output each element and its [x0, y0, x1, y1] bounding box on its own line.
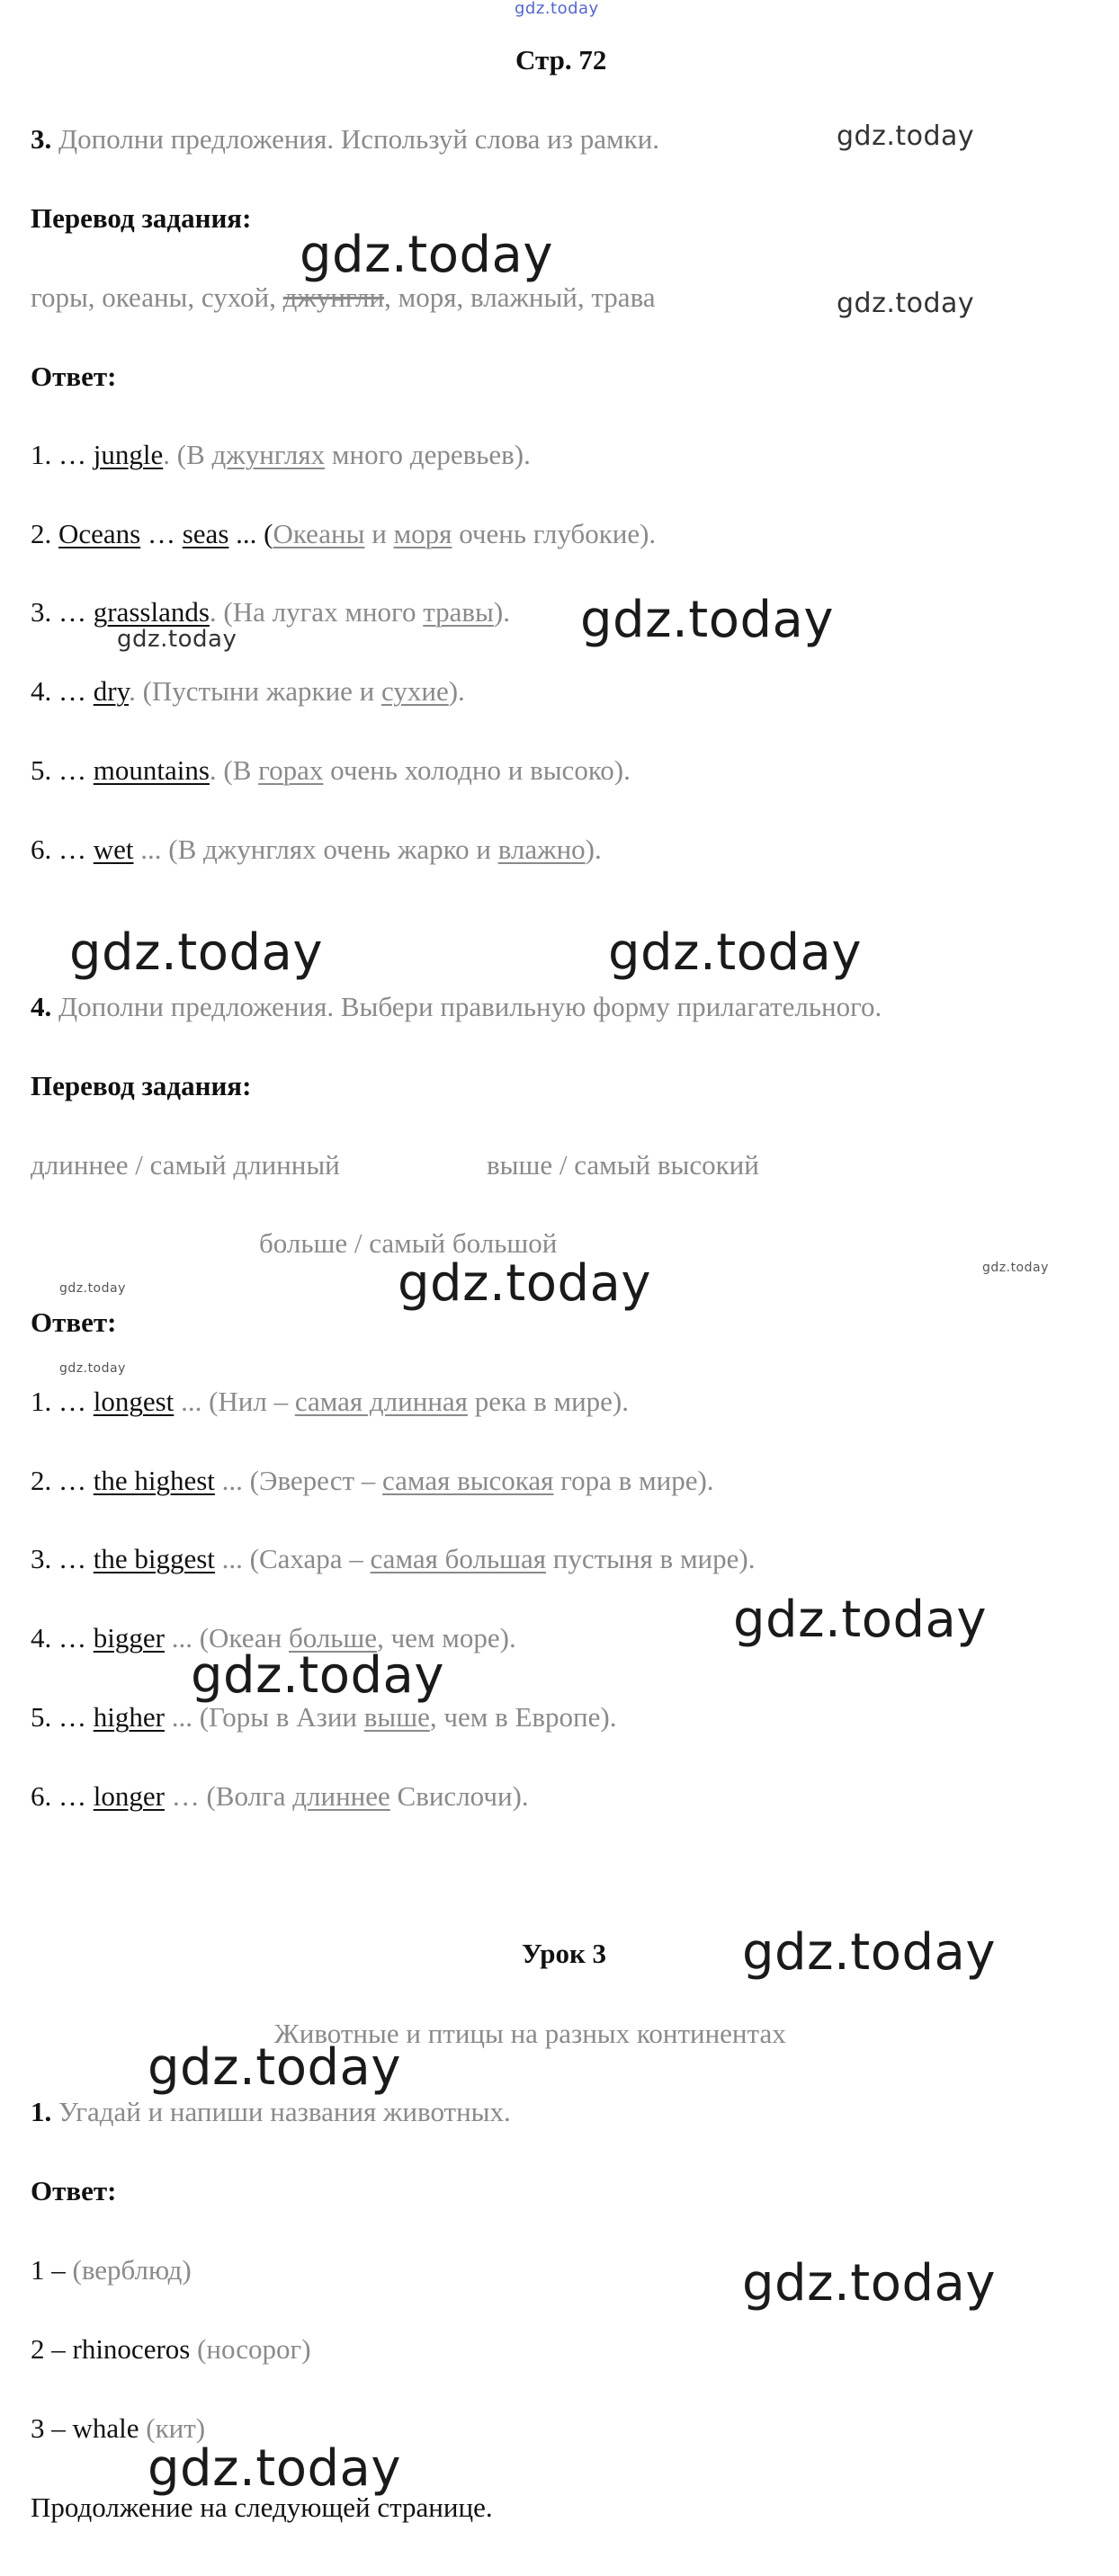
answer-line: 1. … jungle. (В джунглях много деревьев). — [31, 439, 531, 470]
task-instruction: Дополни предложения. Выбери правильную форму прилагательного. — [58, 991, 882, 1022]
word-pair: длиннее / самый длинный — [31, 1149, 340, 1181]
answer-word: the highest — [93, 1465, 215, 1496]
answer-word: bigger — [93, 1622, 165, 1653]
answer-word: longer — [93, 1780, 165, 1812]
answer-word: mountains — [93, 754, 210, 786]
answer-line: 3 – whale (кит) — [31, 2412, 206, 2444]
answer-heading: Ответ: — [31, 2175, 117, 2206]
task-instruction: Дополни предложения. Используй слова из рамки. — [58, 123, 660, 155]
answer-word: seas — [182, 518, 229, 549]
watermark: gdz.today — [117, 626, 237, 653]
answer-heading: Ответ: — [31, 361, 117, 392]
task1-instruction-line — [31, 2095, 511, 2129]
watermark: gdz.today — [982, 1261, 1049, 1275]
answer-word: the biggest — [93, 1543, 215, 1574]
answer-heading: Ответ: — [31, 1306, 117, 1338]
watermark: gdz.today — [59, 1281, 126, 1296]
watermark: gdz.today — [608, 923, 863, 982]
word-box-translation — [31, 281, 656, 315]
watermark: gdz.today — [837, 120, 975, 152]
struck-word: джунгли — [282, 281, 385, 313]
answer-line: 6. … longer … (Волга длиннее Свислочи). — [31, 1780, 529, 1812]
translation-heading: Перевод задания: — [31, 1070, 252, 1101]
watermark: gdz.today — [742, 2254, 997, 2313]
watermark: gdz.today — [191, 1646, 445, 1705]
watermark: gdz.today — [69, 923, 324, 982]
words-part: , моря, влажный, трава — [384, 281, 656, 313]
watermark: gdz.today — [398, 1254, 652, 1313]
lesson-subtitle: Животные и птицы на разных континентах — [274, 2018, 786, 2049]
answer-line: 2. Oceans … seas ... (Океаны и моря очень глубокие). — [31, 518, 657, 549]
lesson-title: Урок 3 — [522, 1938, 607, 1969]
answer-line: 4. … bigger ... (Океан больше, чем море). — [31, 1622, 516, 1653]
answer-line: 5. … mountains. (В горах очень холодно и высоко). — [31, 754, 631, 786]
answer-word: grasslands — [93, 596, 210, 628]
answer-word: jungle — [93, 439, 164, 470]
translation-heading: Перевод задания: — [31, 202, 252, 234]
watermark: gdz.today — [300, 226, 554, 284]
page-header: Стр. 72 — [515, 44, 607, 76]
answer-line: 3. … grasslands. (На лугах много травы). — [31, 596, 510, 628]
answer-word: wet — [93, 833, 134, 865]
watermark: gdz.today — [837, 288, 975, 319]
answer-line: 2. … the highest ... (Эверест – самая высокая гора в мире). — [31, 1465, 714, 1496]
watermark: gdz.today — [148, 2439, 402, 2498]
answer-line: 6. … wet ... (В джунглях очень жарко и влажно). — [31, 833, 602, 865]
answer-line: 3. … the biggest ... (Сахара – самая большая пустыня в мире). — [31, 1543, 756, 1574]
answer-word: longest — [93, 1386, 175, 1417]
answer-line: 5. … higher ... (Горы в Азии выше, чем в Европе). — [31, 1701, 617, 1733]
task-instruction: Угадай и напиши названия животных. — [58, 2096, 511, 2127]
answer-line: 4. … dry. (Пустыни жаркие и сухие). — [31, 675, 465, 707]
watermark: gdz.today — [742, 1923, 997, 1982]
task-number: 1. — [31, 2096, 52, 2127]
answer-line: 1. … longest ... (Нил – самая длинная река в мире). — [31, 1386, 629, 1417]
watermark: gdz.today — [733, 1591, 988, 1649]
watermark: gdz.today — [580, 591, 835, 649]
task3-instruction-line — [31, 122, 659, 156]
answer-word: higher — [93, 1701, 165, 1733]
task-number: 4. — [31, 991, 52, 1022]
answer-line: 2 – rhinoceros (носорог) — [31, 2333, 311, 2365]
word-pair: выше / самый высокий — [487, 1149, 759, 1181]
watermark: gdz.today — [515, 0, 599, 18]
footer-note: Продолжение на следующей странице. — [31, 2491, 493, 2523]
word-pair: больше / самый большой — [259, 1227, 558, 1259]
watermark: gdz.today — [148, 2038, 402, 2097]
answer-word: dry — [93, 675, 130, 707]
words-part: горы, океаны, сухой, — [31, 281, 283, 313]
answer-word: Oceans — [58, 518, 141, 549]
task-number: 3. — [31, 123, 52, 155]
task4-instruction-line — [31, 990, 882, 1024]
watermark: gdz.today — [59, 1361, 126, 1376]
answer-line: 1 – (верблюд) — [31, 2254, 192, 2286]
